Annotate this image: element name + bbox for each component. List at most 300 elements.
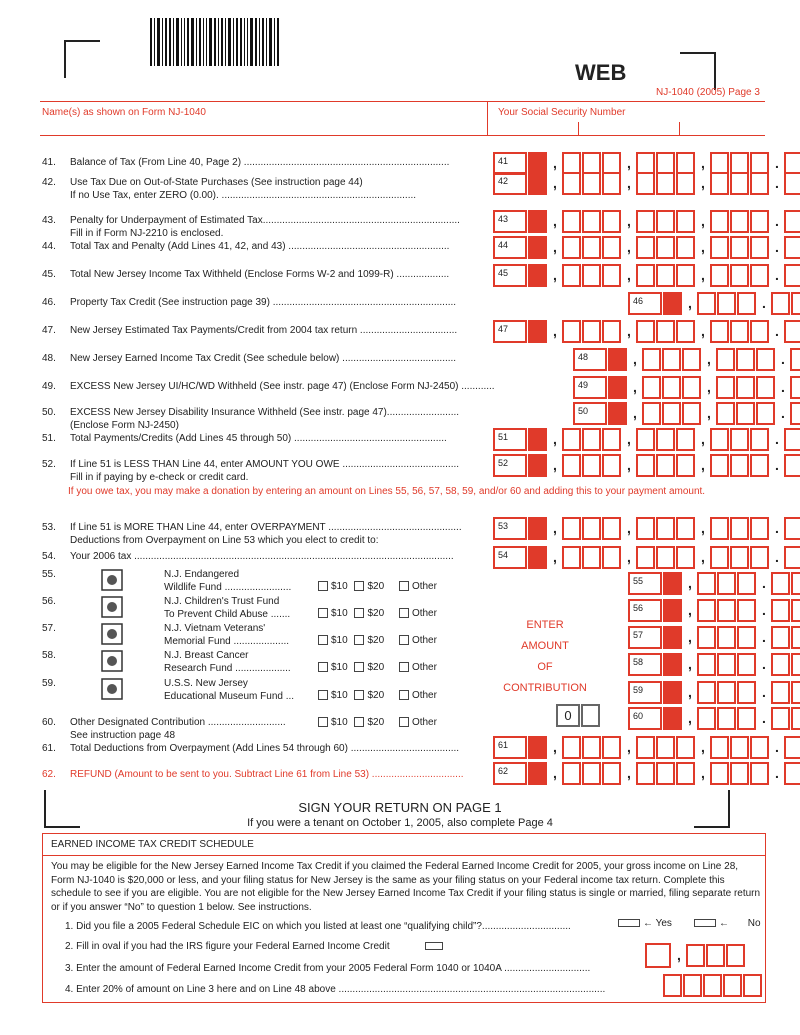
line-number-box: 57 [628,626,662,649]
entry-box[interactable] [771,292,790,315]
entry-box[interactable] [636,210,655,233]
entry-box[interactable] [636,320,655,343]
entry-box[interactable] [730,428,749,451]
entry-box[interactable] [703,974,722,997]
entry-box[interactable] [717,292,736,315]
other-checkbox[interactable] [399,608,409,618]
entry-box[interactable] [602,454,621,477]
line-entry[interactable] [628,653,800,676]
entry-box[interactable] [736,376,755,399]
separator: , [553,457,557,473]
separator: , [701,323,705,339]
entry-box[interactable] [737,653,756,676]
entry-box[interactable] [716,402,735,425]
entry-box[interactable] [676,546,695,569]
entry-box[interactable] [697,626,716,649]
entry-box[interactable] [642,376,661,399]
entry-box[interactable] [717,653,736,676]
entry-box[interactable] [663,599,682,622]
entry-box[interactable] [710,428,729,451]
entry-box[interactable] [737,292,756,315]
entry-box[interactable] [602,762,621,785]
entry-box[interactable] [730,736,749,759]
entry-box[interactable] [784,546,800,569]
line-entry[interactable] [493,236,800,259]
separator: , [688,684,692,700]
line-subtext: If no Use Tax, enter ZERO (0.00). ...................................................................... [70,190,417,201]
entry-box[interactable] [726,944,745,967]
line-number-box: 43 [493,210,527,233]
entry-box[interactable] [636,428,655,451]
entry-box[interactable] [716,376,735,399]
other-checkbox[interactable] [399,690,409,700]
entry-box[interactable] [663,707,682,730]
separator: . [762,684,766,700]
entry-box[interactable] [710,172,729,195]
entry-box[interactable] [784,454,800,477]
entry-box[interactable] [582,517,601,540]
entry-box[interactable] [784,517,800,540]
fund-options [318,607,437,620]
line-entry[interactable] [628,681,800,704]
no-label: No [747,918,761,929]
entry-box[interactable] [791,707,800,730]
entry-box[interactable] [636,454,655,477]
barcode-bar [247,18,248,66]
entry-box[interactable] [710,236,729,259]
entry-box[interactable] [790,348,800,371]
entry-box[interactable] [662,348,681,371]
line-number-box: 54 [493,546,527,569]
entry-box[interactable] [723,974,742,997]
entry-box[interactable] [562,172,581,195]
entry-box[interactable] [697,292,716,315]
entry-box[interactable] [686,944,705,967]
entry-box[interactable] [656,172,675,195]
line-60-options [318,716,437,729]
twenty-dollar-checkbox[interactable] [354,717,364,727]
entry-box[interactable] [656,762,675,785]
other-label: Other [411,581,437,592]
entry-box[interactable] [736,348,755,371]
entry-box[interactable] [656,546,675,569]
entry-box[interactable] [663,572,682,595]
entry-box[interactable] [656,454,675,477]
ten-dollar-checkbox[interactable] [318,662,328,672]
entry-box[interactable] [771,626,790,649]
line-number: 44. [42,241,56,252]
entry-box[interactable] [750,546,769,569]
entry-box[interactable] [602,264,621,287]
barcode-bar [244,18,245,66]
entry-box[interactable] [736,402,755,425]
line-number-box: 46 [628,292,662,315]
entry-box[interactable] [750,736,769,759]
separator: , [627,765,631,781]
line-entry[interactable] [573,402,800,425]
entry-box[interactable] [562,428,581,451]
entry-box[interactable] [602,210,621,233]
entry-box[interactable] [750,264,769,287]
entry-box[interactable] [730,264,749,287]
code-box[interactable]: 0 [556,704,580,727]
separator: , [627,175,631,191]
line-entry[interactable] [493,546,800,569]
ten-dollar-label: $10 [331,635,348,646]
entry-box[interactable] [663,626,682,649]
fund-name [164,622,289,648]
line-entry[interactable] [573,376,800,399]
entry-box[interactable] [528,428,547,451]
entry-box[interactable] [562,210,581,233]
fund-name [164,595,290,621]
entry-box[interactable] [682,376,701,399]
entry-box[interactable] [683,974,702,997]
barcode-bar [266,18,267,66]
line-entry[interactable] [628,707,800,730]
contribution-line-1: ENTER [526,619,564,631]
entry-box[interactable] [710,210,729,233]
line-entry[interactable] [628,599,800,622]
entry-box[interactable] [790,376,800,399]
twenty-dollar-checkbox[interactable] [354,690,364,700]
entry-box[interactable] [528,762,547,785]
entry-box[interactable] [676,264,695,287]
entry-box[interactable] [710,320,729,343]
entry-box[interactable] [676,320,695,343]
line-number: 57. [42,623,56,634]
entry-box[interactable] [710,517,729,540]
entry-box[interactable] [582,264,601,287]
twenty-dollar-checkbox[interactable] [354,635,364,645]
line-entry[interactable] [493,454,800,477]
entry-box[interactable] [582,172,601,195]
separator: , [627,520,631,536]
entry-box[interactable] [737,626,756,649]
entry-box[interactable] [771,653,790,676]
entry-box[interactable] [642,348,661,371]
entry-box[interactable] [784,236,800,259]
fund-name-line-1: N.J. Breast Cancer [164,650,249,661]
entry-box[interactable] [697,681,716,704]
entry-box[interactable] [706,944,725,967]
ten-dollar-checkbox[interactable] [318,717,328,727]
entry-box[interactable] [562,454,581,477]
entry-box[interactable] [710,454,729,477]
no-oval[interactable] [694,919,716,927]
entry-box[interactable] [717,681,736,704]
entry-box[interactable] [656,517,675,540]
entry-box[interactable] [656,736,675,759]
entry-box[interactable] [730,517,749,540]
irs-figure-oval[interactable] [425,942,443,950]
entry-box[interactable] [676,517,695,540]
entry-box[interactable] [582,454,601,477]
ten-dollar-checkbox[interactable] [318,581,328,591]
ten-dollar-checkbox[interactable] [318,635,328,645]
entry-box[interactable] [602,736,621,759]
entry-box[interactable] [784,428,800,451]
entry-box[interactable] [750,172,769,195]
entry-box[interactable] [662,402,681,425]
entry-box[interactable] [676,172,695,195]
entry-box[interactable] [656,210,675,233]
entry-box[interactable] [602,517,621,540]
yes-oval[interactable] [618,919,640,927]
entry-box[interactable] [791,681,800,704]
entry-box[interactable] [717,572,736,595]
entry-box[interactable] [771,599,790,622]
line-number: 43. [42,215,56,226]
entry-box[interactable] [730,762,749,785]
entry-box[interactable] [750,320,769,343]
entry-box[interactable] [582,236,601,259]
entry-box[interactable] [710,762,729,785]
entry-box[interactable] [676,428,695,451]
entry-box[interactable] [750,236,769,259]
entry-box[interactable] [682,402,701,425]
other-checkbox[interactable] [399,662,409,672]
entry-box[interactable] [582,762,601,785]
entry-box[interactable] [676,236,695,259]
entry-box[interactable] [582,736,601,759]
line-text: Other Designated Contribution ............................ [70,717,286,728]
entry-box[interactable] [562,236,581,259]
eitc-schedule [42,833,766,1003]
separator: , [701,155,705,171]
entry-box[interactable] [737,599,756,622]
entry-box[interactable] [602,320,621,343]
entry-box[interactable] [697,653,716,676]
entry-box[interactable] [784,264,800,287]
separator: . [775,739,779,755]
entry-box[interactable] [682,348,701,371]
entry-box[interactable] [636,546,655,569]
entry-box[interactable] [528,236,547,259]
entry-box[interactable] [791,626,800,649]
entry-box[interactable] [636,172,655,195]
entry-box[interactable] [663,292,682,315]
line-number-box: 47 [493,320,527,343]
entry-box[interactable] [656,428,675,451]
line-entry[interactable] [628,292,800,315]
other-checkbox[interactable] [399,581,409,591]
entry-box[interactable] [737,707,756,730]
line-entry[interactable] [573,348,800,371]
entry-box[interactable] [602,428,621,451]
entry-box[interactable] [717,626,736,649]
entry-box[interactable] [602,172,621,195]
entry-box[interactable] [636,736,655,759]
entry-box[interactable] [562,517,581,540]
entry-box[interactable] [528,320,547,343]
separator: , [701,457,705,473]
entry-box[interactable] [750,762,769,785]
entry-box[interactable] [676,454,695,477]
separator: , [633,405,637,421]
entry-box[interactable] [645,943,671,968]
entry-box[interactable] [710,264,729,287]
entry-box[interactable] [642,402,661,425]
entry-box[interactable] [730,210,749,233]
entry-box[interactable] [737,681,756,704]
entry-box[interactable] [676,736,695,759]
entry-box[interactable] [608,402,627,425]
entry-box[interactable] [750,428,769,451]
entry-box[interactable] [582,210,601,233]
entry-box[interactable] [602,236,621,259]
entry-box[interactable] [562,762,581,785]
entry-box[interactable] [737,572,756,595]
entry-box[interactable] [636,762,655,785]
entry-box[interactable] [582,546,601,569]
twenty-dollar-checkbox[interactable] [354,608,364,618]
twenty-dollar-label: $20 [367,717,385,728]
entry-box[interactable] [656,236,675,259]
line-45 [42,268,449,281]
entry-box[interactable] [784,172,800,195]
barcode-bar [225,18,226,66]
separator: . [775,213,779,229]
entry-box[interactable] [750,454,769,477]
line-60-code[interactable] [556,704,601,727]
line-50 [42,406,459,432]
line-entry[interactable] [493,517,800,540]
entry-box[interactable] [562,736,581,759]
entry-box[interactable] [750,517,769,540]
entry-box[interactable] [716,348,735,371]
entry-box[interactable] [636,236,655,259]
entry-box[interactable] [771,572,790,595]
entry-box[interactable] [717,707,736,730]
entry-box[interactable] [784,210,800,233]
entry-box[interactable] [710,546,729,569]
entry-box[interactable] [730,320,749,343]
entry-box[interactable] [790,402,800,425]
line-entry[interactable] [493,320,800,343]
entry-box[interactable] [562,264,581,287]
entry-box[interactable] [791,653,800,676]
entry-box[interactable] [608,348,627,371]
entry-box[interactable] [636,517,655,540]
entry-box[interactable] [676,210,695,233]
entry-box[interactable] [663,974,682,997]
entry-box[interactable] [730,546,749,569]
line-text: Your 2006 tax ................................................................................................................... [70,551,454,562]
ten-dollar-checkbox[interactable] [318,690,328,700]
ssn-tick-1 [578,122,579,135]
entry-box[interactable] [676,762,695,785]
entry-box[interactable] [602,546,621,569]
entry-box[interactable] [743,974,762,997]
entry-box[interactable] [771,707,790,730]
entry-box[interactable] [717,599,736,622]
ten-dollar-checkbox[interactable] [318,608,328,618]
memorial-icon [92,622,132,646]
entry-box[interactable] [582,428,601,451]
line-number-box: 49 [573,376,607,399]
entry-box[interactable] [528,546,547,569]
entry-box[interactable] [663,653,682,676]
entry-box[interactable] [784,762,800,785]
entry-box[interactable] [697,599,716,622]
entry-box[interactable] [656,264,675,287]
entry-box[interactable] [771,681,790,704]
line-number: 59. [42,678,56,689]
eitc-q1-no[interactable]: ← No [691,918,761,929]
line-number-box: 41 [493,152,527,175]
entry-box[interactable] [791,599,800,622]
enter-amount-label [490,615,600,699]
other-checkbox[interactable] [399,635,409,645]
other-checkbox[interactable] [399,717,409,727]
entry-box[interactable] [562,546,581,569]
line-entry[interactable] [493,264,800,287]
contribution-line-3: OF [537,661,553,673]
entry-box[interactable] [730,236,749,259]
entry-box[interactable] [663,681,682,704]
twenty-dollar-checkbox[interactable] [354,662,364,672]
line-number: 54. [42,551,56,562]
entry-box[interactable] [730,172,749,195]
entry-box[interactable] [730,454,749,477]
line-entry[interactable] [493,210,800,233]
entry-box[interactable] [756,376,775,399]
line-entry[interactable] [493,736,800,759]
entry-box[interactable] [528,517,547,540]
entry-box[interactable] [662,376,681,399]
entry-box[interactable] [750,210,769,233]
eitc-line4-entry[interactable] [663,974,763,997]
line-57 [42,622,70,635]
entry-box[interactable] [582,320,601,343]
line-entry[interactable] [493,762,800,785]
entry-box[interactable] [756,348,775,371]
entry-box[interactable] [562,320,581,343]
entry-box[interactable] [608,376,627,399]
eitc-line3-entry[interactable]: , [645,944,746,967]
entry-box[interactable] [697,707,716,730]
separator: . [775,520,779,536]
line-entry[interactable] [493,172,800,195]
line-entry[interactable] [628,572,800,595]
entry-box[interactable] [697,572,716,595]
eitc-q1-yes[interactable]: ← Yes [615,918,672,929]
entry-box[interactable] [710,736,729,759]
line-58 [42,649,70,662]
twenty-dollar-checkbox[interactable] [354,581,364,591]
fund-name [164,677,294,703]
entry-box[interactable] [791,572,800,595]
line-entry[interactable] [493,428,800,451]
line-entry[interactable] [628,626,800,649]
entry-box[interactable] [528,264,547,287]
entry-box[interactable] [784,320,800,343]
entry-box[interactable] [528,736,547,759]
entry-box[interactable] [791,292,800,315]
entry-box[interactable] [528,454,547,477]
entry-box[interactable] [636,264,655,287]
entry-box[interactable] [784,736,800,759]
entry-box[interactable] [528,210,547,233]
separator: , [701,431,705,447]
separator: , [707,405,711,421]
separator: , [633,351,637,367]
entry-box[interactable] [528,172,547,195]
entry-box[interactable] [756,402,775,425]
code-box[interactable] [581,704,600,727]
entry-box[interactable] [656,320,675,343]
